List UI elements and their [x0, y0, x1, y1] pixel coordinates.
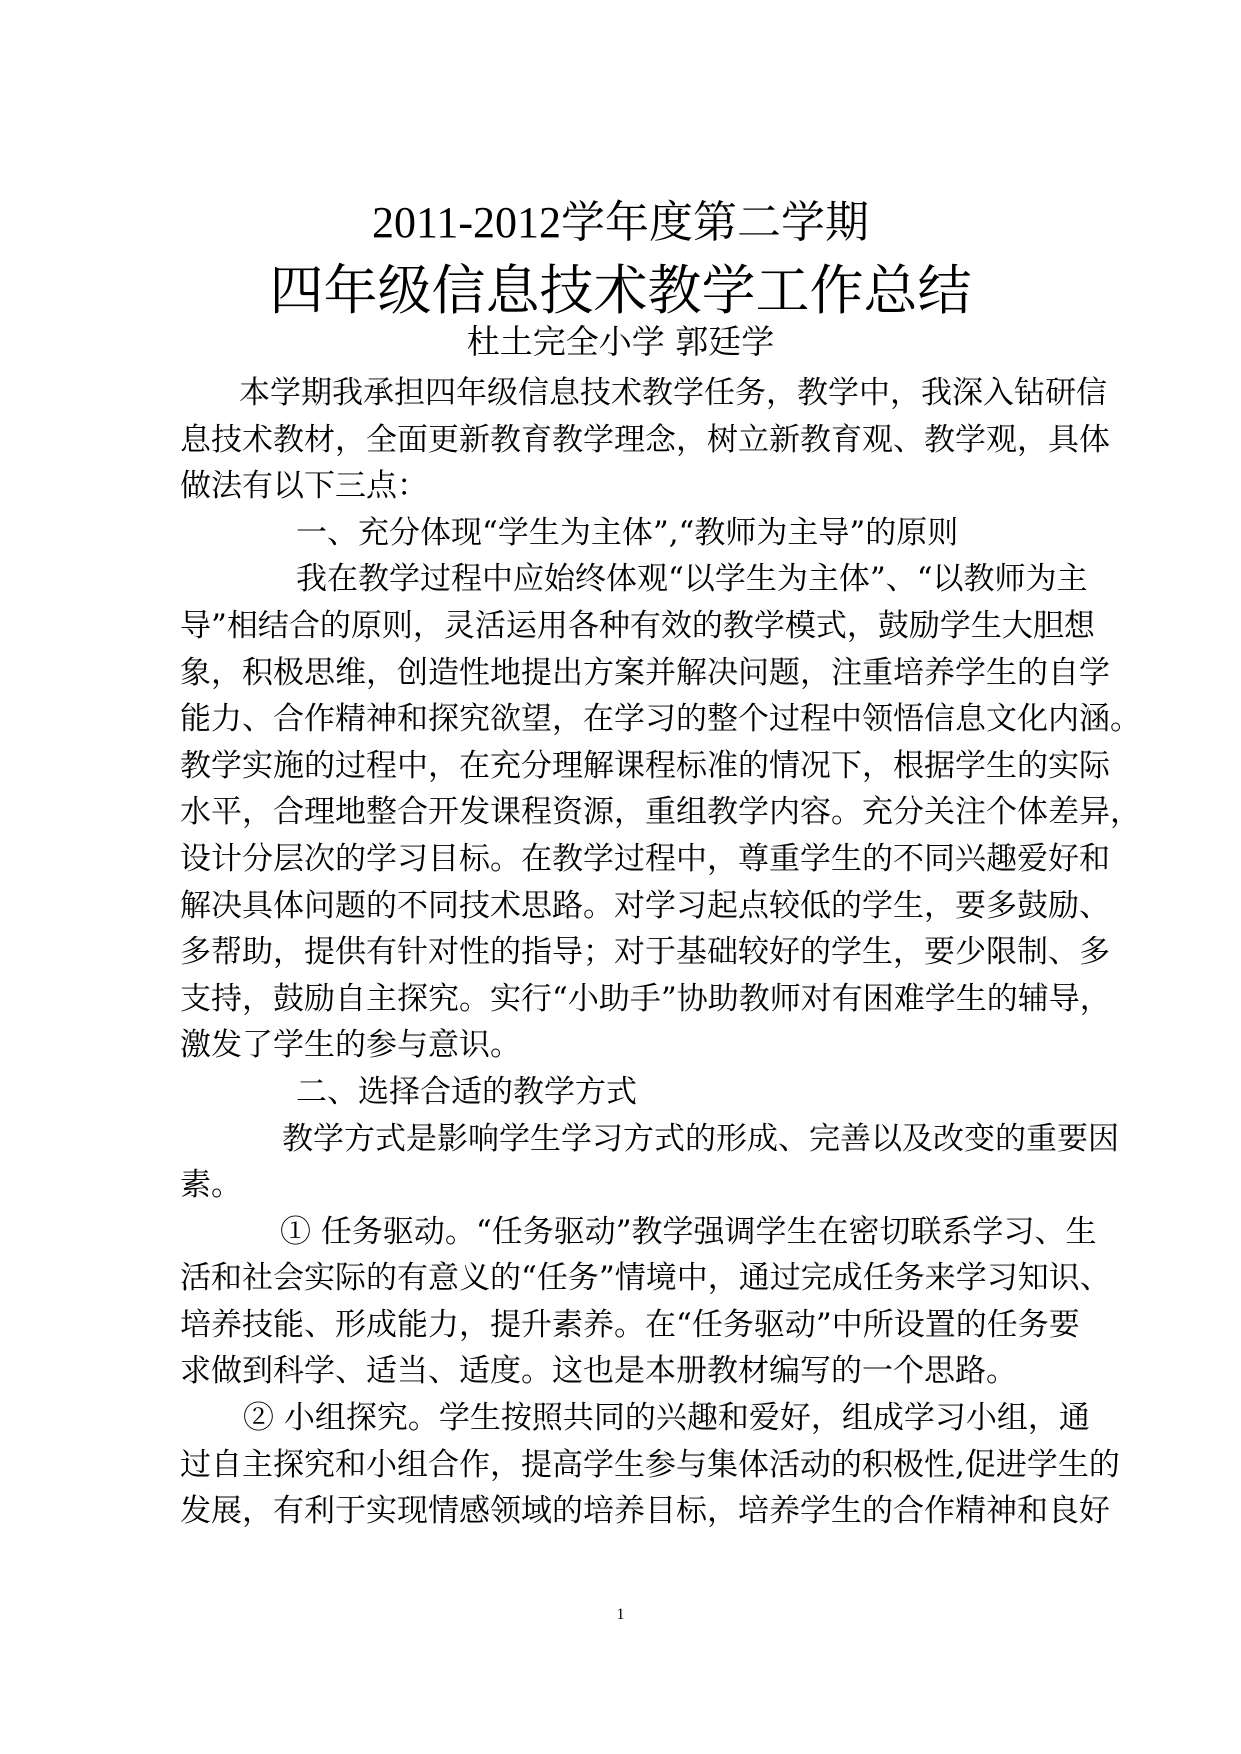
- text-line: 设计分层次的学习目标。在教学过程中，尊重学生的不同兴趣爱好和: [180, 840, 1110, 877]
- text-line: 活和社会实际的有意义的“任务”情境中，通过完成任务来学习知识、: [180, 1260, 1111, 1297]
- title-line-1: 2011-2012学年度第二学期: [371, 198, 870, 247]
- text-line: 支持，鼓励自主探究。实行“小助手”协助教师对有困难学生的辅导，: [180, 980, 1111, 1017]
- text-line: 求做到科学、适当、适度。这也是本册教材编写的一个思路。: [180, 1353, 1017, 1390]
- author-line: 杜土完全小学 郭廷学: [466, 322, 775, 361]
- text-line: 象，积极思维，创造性地提出方案并解决问题，注重培养学生的自学: [180, 654, 1110, 691]
- text-line: 能力、合作精神和探究欲望，在学习的整个过程中领悟信息文化内涵。: [180, 701, 1141, 738]
- text-line: 我在教学过程中应始终体观“以学生为主体”、“以教师为主: [296, 561, 1088, 598]
- section-heading-2: 二、选择合适的教学方式: [296, 1073, 637, 1110]
- text-line: 息技术教材，全面更新教育教学理念，树立新教育观、教学观，具体: [180, 421, 1110, 458]
- text-line: 培养技能、形成能力，提升素养。在“任务驱动”中所设置的任务要: [180, 1306, 1080, 1343]
- text-line: 导”相结合的原则，灵活运用各种有效的教学模式，鼓励学生大胆想: [180, 607, 1095, 644]
- section-heading-1: 一、充分体现“学生为主体”,“教师为主导”的原则: [296, 514, 959, 551]
- text-line: 多帮助，提供有针对性的指导；对于基础较好的学生，要少限制、多: [180, 934, 1110, 971]
- title-line-2: 四年级信息技术教学工作总结: [269, 259, 972, 322]
- list-item-1: ① 任务驱动。“任务驱动”教学强调学生在密切联系学习、生: [280, 1213, 1097, 1250]
- text-line: 做法有以下三点：: [180, 468, 428, 505]
- text-line: 激发了学生的参与意识。: [180, 1027, 521, 1064]
- text-line: 本学期我承担四年级信息技术教学任务，教学中，我深入钻研信: [239, 375, 1107, 411]
- text-line: 解决具体问题的不同技术思路。对学习起点较低的学生，要多鼓励、: [180, 887, 1110, 924]
- text-line: 教学方式是影响学生学习方式的形成、完善以及改变的重要因: [282, 1120, 1119, 1157]
- text-line: 教学实施的过程中，在充分理解课程标准的情况下，根据学生的实际: [180, 747, 1110, 784]
- text-line: 发展，有利于实现情感领域的培养目标，培养学生的合作精神和良好: [180, 1493, 1110, 1530]
- text-line: 过自主探究和小组合作，提高学生参与集体活动的积极性,促进学生的: [180, 1446, 1120, 1483]
- list-item-2: ② 小组探究。学生按照共同的兴趣和爱好，组成学习小组，通: [243, 1400, 1090, 1437]
- text-line: 水平，合理地整合开发课程资源，重组教学内容。充分关注个体差异，: [180, 794, 1141, 831]
- text-line: 素。: [180, 1167, 242, 1204]
- page-number: 1: [616, 1606, 625, 1623]
- document-body: [180, 370, 1141, 1535]
